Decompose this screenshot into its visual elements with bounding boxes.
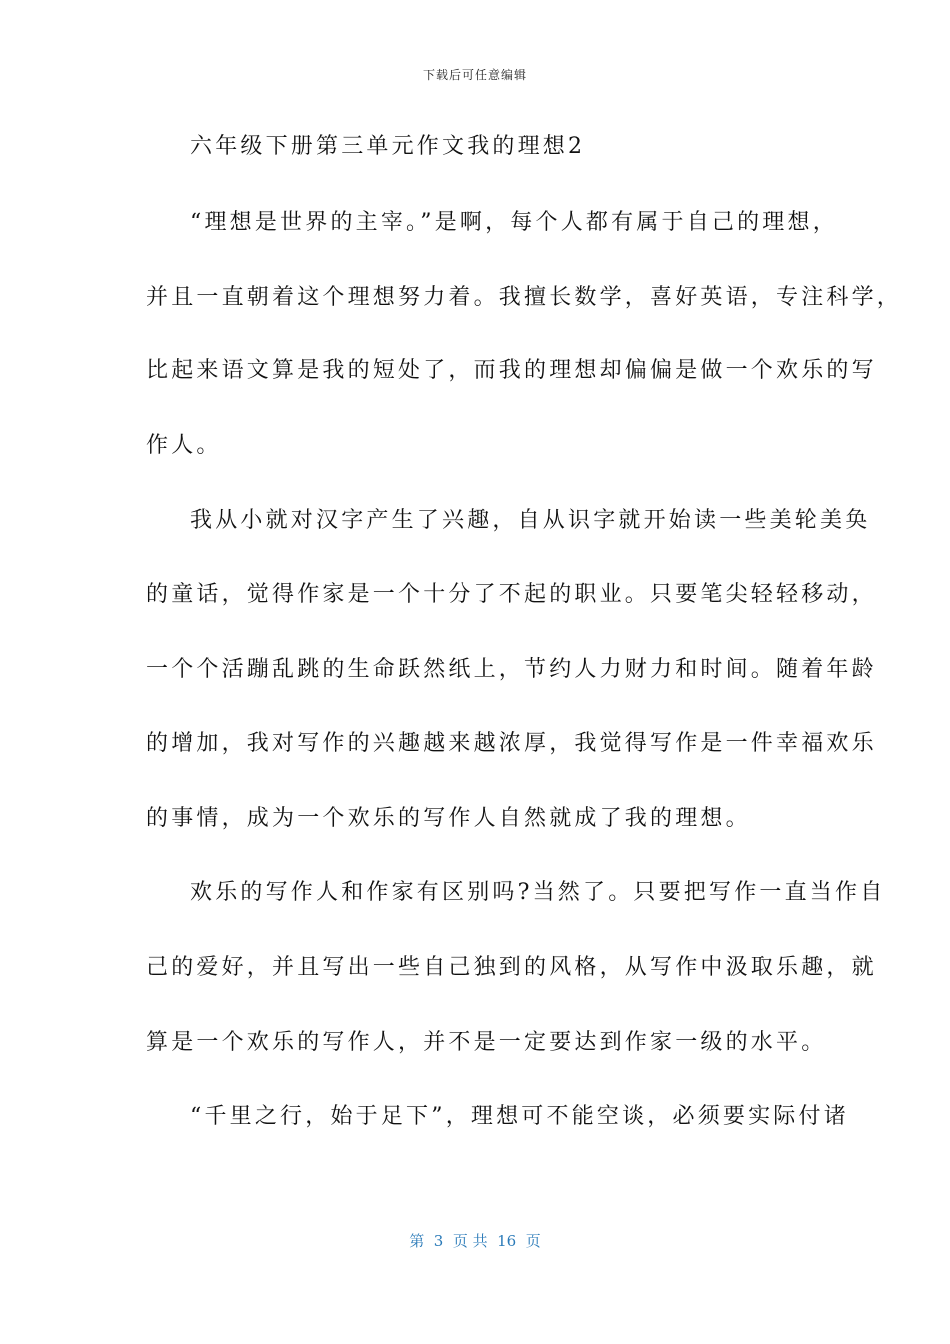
paragraph-line: 的事情，成为一个欢乐的写作人自然就成了我的理想。: [146, 806, 751, 831]
paragraph-line: 我从小就对汉字产生了兴趣，自从识字就开始读一些美轮美奂: [190, 508, 871, 533]
page-number-footer: 第 3 页 共 16 页: [409, 1232, 541, 1250]
paragraph-line: 己的爱好，并且写出一些自己独到的风格，从写作中汲取乐趣，就: [146, 955, 877, 980]
paragraph-line: 比起来语文算是我的短处了，而我的理想却偏偏是做一个欢乐的写: [146, 358, 877, 383]
paragraph-line: 并且一直朝着这个理想努力着。我擅长数学，喜好英语，专注科学，: [146, 285, 903, 310]
paragraph-line: “千里之行，始于足下”，理想可不能空谈，必须要实际付诸: [190, 1104, 849, 1129]
paragraph-line: “理想是世界的主宰。”是啊，每个人都有属于自己的理想，: [190, 210, 838, 235]
header-note: 下载后可任意编辑: [422, 68, 527, 82]
document-title: 六年级下册第三单元作文我的理想2: [190, 134, 586, 159]
paragraph-line: 一个个活蹦乱跳的生命跃然纸上，节约人力财力和时间。随着年龄: [146, 657, 877, 682]
paragraph-line: 的童话，觉得作家是一个十分了不起的职业。只要笔尖轻轻移动，: [146, 582, 877, 607]
paragraph-line: 欢乐的写作人和作家有区别吗?当然了。只要把写作一直当作自: [190, 880, 886, 905]
paragraph-line: 的增加，我对写作的兴趣越来越浓厚，我觉得写作是一件幸福欢乐: [146, 731, 877, 756]
paragraph-line: 作人。: [146, 433, 222, 458]
paragraph-line: 算是一个欢乐的写作人，并不是一定要达到作家一级的水平。: [146, 1030, 827, 1055]
